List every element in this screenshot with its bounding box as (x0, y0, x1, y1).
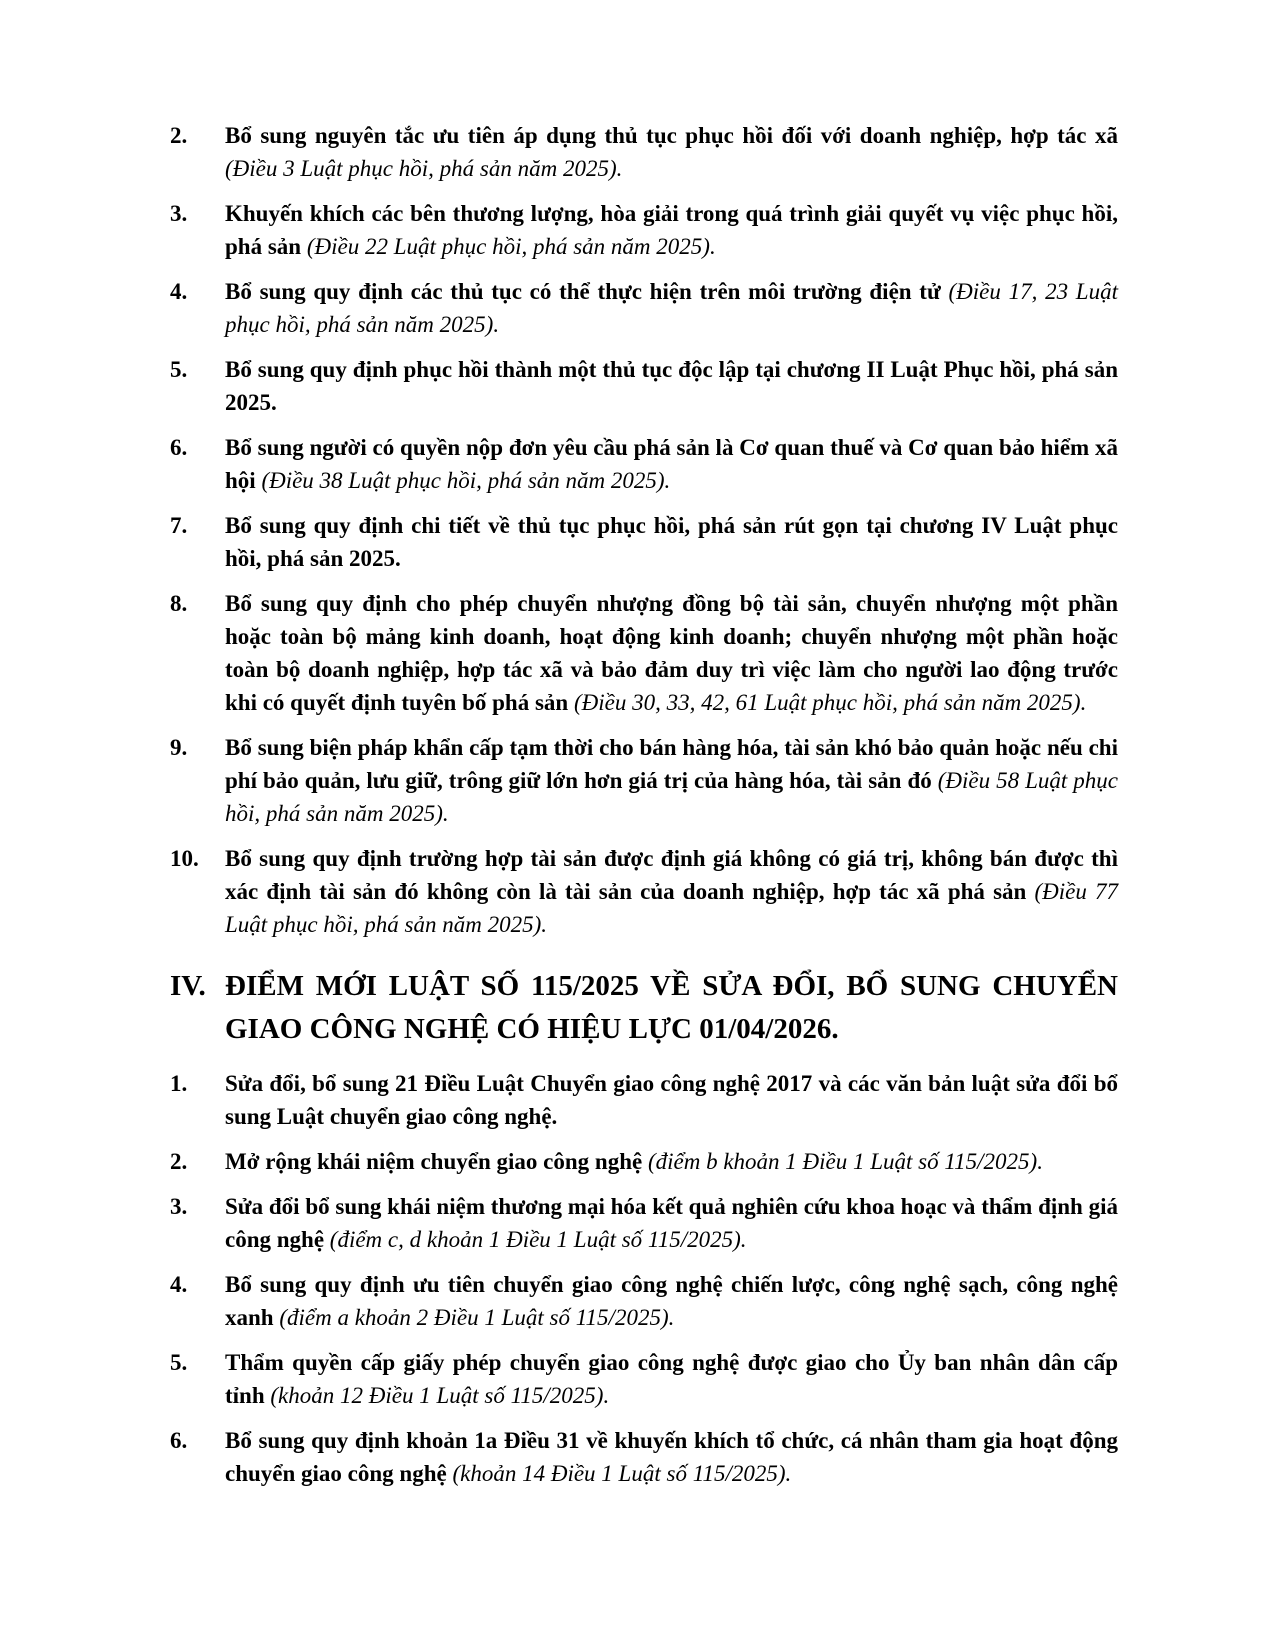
item-number: 7. (170, 513, 188, 538)
list-item (170, 119, 1118, 185)
item-number: 5. (170, 1350, 188, 1375)
list-item (170, 353, 1118, 419)
item-body (225, 509, 1118, 575)
section-heading (170, 965, 1118, 1051)
item-body (225, 1190, 1118, 1256)
list-item (170, 842, 1118, 941)
item-reference: (khoản 14 Điều 1 Luật số 115/2025). (452, 1461, 792, 1486)
item-body (225, 1145, 1118, 1178)
list-item (170, 1346, 1118, 1412)
item-number: 9. (170, 735, 188, 760)
item-text: Bổ sung quy định ưu tiên chuyển giao công nghệ chiến lược, công nghệ sạch, công nghệ xanh (225, 1272, 1118, 1330)
list-item (170, 1424, 1118, 1490)
item-number: 4. (170, 279, 188, 304)
item-number: 8. (170, 591, 188, 616)
list-item (170, 587, 1118, 719)
item-text: Mở rộng khái niệm chuyển giao công nghệ (225, 1149, 643, 1174)
list-item (170, 1145, 1118, 1178)
item-text: Bổ sung quy định phục hồi thành một thủ tục độc lập tại chương II Luật Phục hồi, phá sản 2025. (225, 357, 1118, 415)
item-body (225, 275, 1118, 341)
list-item (170, 1067, 1118, 1133)
item-number: 2. (170, 123, 188, 148)
item-body (225, 197, 1118, 263)
item-body (225, 353, 1118, 419)
item-body (225, 587, 1118, 719)
item-number: 10. (170, 846, 199, 871)
item-reference: (Điều 38 Luật phục hồi, phá sản năm 2025). (261, 468, 671, 493)
item-text: Bổ sung quy định khoản 1a Điều 31 về khuyến khích tổ chức, cá nhân tham gia hoạt động chuyển giao công nghệ (225, 1428, 1118, 1486)
item-text: Sửa đổi, bổ sung 21 Điều Luật Chuyển giao công nghệ 2017 và các văn bản luật sửa đổi bổ sung Luật chuyển giao công nghệ. (225, 1071, 1118, 1129)
item-text: Khuyến khích các bên thương lượng, hòa giải trong quá trình giải quyết vụ việc phục hồi, phá sản (225, 201, 1118, 259)
item-reference: (Điều 77 Luật phục hồi, phá sản năm 2025). (225, 879, 1118, 937)
item-body (225, 842, 1118, 941)
item-reference: (Điều 30, 33, 42, 61 Luật phục hồi, phá sản năm 2025). (573, 690, 1087, 715)
item-reference: (Điều 58 Luật phục hồi, phá sản năm 2025). (225, 768, 1118, 826)
list-item (170, 1190, 1118, 1256)
item-number: 6. (170, 435, 188, 460)
list-item (170, 1268, 1118, 1334)
item-text: Bổ sung nguyên tắc ưu tiên áp dụng thủ tục phục hồi đối với doanh nghiệp, hợp tác xã (225, 123, 1118, 148)
item-reference: (điểm a khoản 2 Điều 1 Luật số 115/2025). (279, 1305, 675, 1330)
item-number: 3. (170, 201, 188, 226)
item-body (225, 1067, 1118, 1133)
item-body (225, 1268, 1118, 1334)
list-item (170, 731, 1118, 830)
item-body (225, 1424, 1118, 1490)
item-reference: (Điều 3 Luật phục hồi, phá sản năm 2025). (225, 156, 623, 181)
item-text: Bổ sung quy định chi tiết về thủ tục phục hồi, phá sản rút gọn tại chương IV Luật phục hồi, phá sản 2025. (225, 513, 1118, 571)
item-text: Bổ sung người có quyền nộp đơn yêu cầu phá sản là Cơ quan thuế và Cơ quan bảo hiểm xã hội (225, 435, 1118, 493)
item-body (225, 731, 1118, 830)
list-item (170, 275, 1118, 341)
section-number: IV. (170, 970, 206, 1002)
item-number: 2. (170, 1149, 188, 1174)
item-reference: (Điều 22 Luật phục hồi, phá sản năm 2025). (306, 234, 716, 259)
item-body (225, 431, 1118, 497)
list-item (170, 509, 1118, 575)
item-number: 1. (170, 1071, 188, 1096)
item-body (225, 1346, 1118, 1412)
item-number: 3. (170, 1194, 188, 1219)
item-number: 5. (170, 357, 188, 382)
list-item (170, 431, 1118, 497)
item-text: Bổ sung biện pháp khẩn cấp tạm thời cho bán hàng hóa, tài sản khó bảo quản hoặc nếu chi phí bảo quản, lưu giữ, trông giữ lớn hơn giá trị của hàng hóa, tài sản đó (225, 735, 1118, 793)
item-text: Bổ sung quy định trường hợp tài sản được định giá không có giá trị, không bán được thì xác định tài sản đó không còn là tài sản của doanh nghiệp, hợp tác xã phá sản (225, 846, 1118, 904)
item-reference: (điểm b khoản 1 Điều 1 Luật số 115/2025). (647, 1149, 1043, 1174)
item-reference: (khoản 12 Điều 1 Luật số 115/2025). (270, 1383, 610, 1408)
item-reference: (Điều 17, 23 Luật phục hồi, phá sản năm 2025). (225, 279, 1118, 337)
item-text: Bổ sung quy định cho phép chuyển nhượng đồng bộ tài sản, chuyển nhượng một phần hoặc toàn bộ mảng kinh doanh, hoạt động kinh doanh; chuyển nhượng một phần hoặc toàn bộ doanh nghiệp, hợp tác xã và bảo đảm duy trì việc làm cho người lao động trước khi có quyết định tuyên bố phá sản (225, 591, 1118, 715)
item-text: Sửa đổi bổ sung khái niệm thương mại hóa kết quả nghiên cứu khoa hoạc và thẩm định giá công nghệ (225, 1194, 1118, 1252)
item-body (225, 119, 1118, 185)
item-text: Thẩm quyền cấp giấy phép chuyển giao công nghệ được giao cho Ủy ban nhân dân cấp tỉnh (225, 1350, 1118, 1408)
item-number: 6. (170, 1428, 188, 1453)
list-item (170, 197, 1118, 263)
section-title: ĐIỂM MỚI LUẬT SỐ 115/2025 VỀ SỬA ĐỔI, BỔ SUNG CHUYỂN GIAO CÔNG NGHỆ CÓ HIỆU LỰC 01/04/2026. (225, 970, 1118, 1045)
item-reference: (điểm c, d khoản 1 Điều 1 Luật số 115/2025). (329, 1227, 747, 1252)
item-number: 4. (170, 1272, 188, 1297)
item-text: Bổ sung quy định các thủ tục có thể thực hiện trên môi trường điện tử (225, 279, 941, 304)
